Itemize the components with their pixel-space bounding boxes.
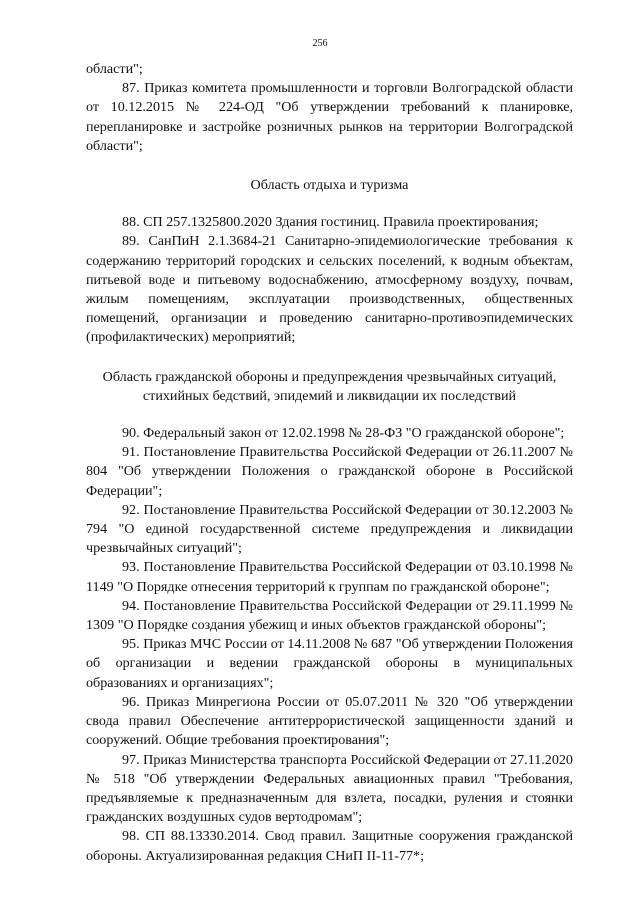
list-item: 97. Приказ Министерства транспорта Российской Федерации от 27.11.2020 № 518 "Об утверждении Федеральных авиационных правил "Требования, предъявляемые к предназначенным для взлета, посадки, руления и стоянки гражданских воздушных судов вертодромам"; [86, 751, 573, 826]
list-item: 98. СП 88.13330.2014. Свод правил. Защитные сооружения гражданской обороны. Актуализированная редакция СНиП II-11-77*; [86, 828, 573, 864]
list-item: 93. Постановление Правительства Российской Федерации от 03.10.1998 № 1149 "О Порядке отнесения территорий к группам по гражданской обороне"; [86, 559, 573, 595]
list-item: 92. Постановление Правительства Российской Федерации от 30.12.2003 № 794 "О единой государственной системе предупреждения и ликвидации чрезвычайных ситуаций"; [86, 501, 573, 557]
list-item: 96. Приказ Минрегиона России от 05.07.2011 № 320 "Об утверждении свода правил Обеспечение антитеррористической защищенности зданий и сооружений. Общие требования проектирования"; [86, 693, 573, 749]
continuation-text: области"; [86, 61, 143, 77]
list-item: 94. Постановление Правительства Российской Федерации от 29.11.1999 № 1309 "О Порядке создания убежищ и иных объектов гражданской обороны"; [86, 597, 573, 634]
list-section-civil-defense [86, 424, 573, 866]
list-item: 90. Федеральный закон от 12.02.1998 № 28-ФЗ "О гражданской обороне"; [122, 425, 565, 442]
list-item: 89. СанПиН 2.1.3684-21 Санитарно-эпидемиологические требования к содержанию территорий городских и сельских поселений, к водным объектам, питьевой воде и питьевому водоснабжению, атмосферному воздуху, почвам, жилым помещениям, эксплуатации производственных, общественных помещений, организации и проведению санитарно-противоэпидемических (профилактических) мероприятий; [86, 233, 573, 346]
list-item: 91. Постановление Правительства Российской Федерации от 26.11.2007 № 804 "Об утверждении Положения о гражданской обороне в Российской Федерации"; [86, 444, 573, 499]
list-item: 87. Приказ комитета промышленности и торговли Волгоградской области от 10.12.2015 № 224-ОД "Об утверждении требований к планировке, перепланировке и застройке розничных рынков на территории Волгоградской области"; [86, 80, 573, 154]
page-number: 256 [312, 38, 328, 49]
section-heading-tourism: Область отдыха и туризма [250, 177, 409, 194]
list-section-trade [86, 79, 573, 156]
list-item: 95. Приказ МЧС России от 14.11.2008 № 687 "Об утверждении Положения об организации и ведении гражданской обороны в муниципальных образованиях и организациях"; [86, 636, 573, 691]
document-body [86, 60, 573, 866]
list-item: 88. СП 257.1325800.2020 Здания гостиниц. Правила проектирования; [122, 214, 539, 231]
section-heading-civil-defense: Область гражданской обороны и предупреждения чрезвычайных ситуаций, стихийных бедствий, эпидемий и ликвидации их последствий [102, 368, 557, 404]
list-section-tourism [86, 213, 573, 347]
